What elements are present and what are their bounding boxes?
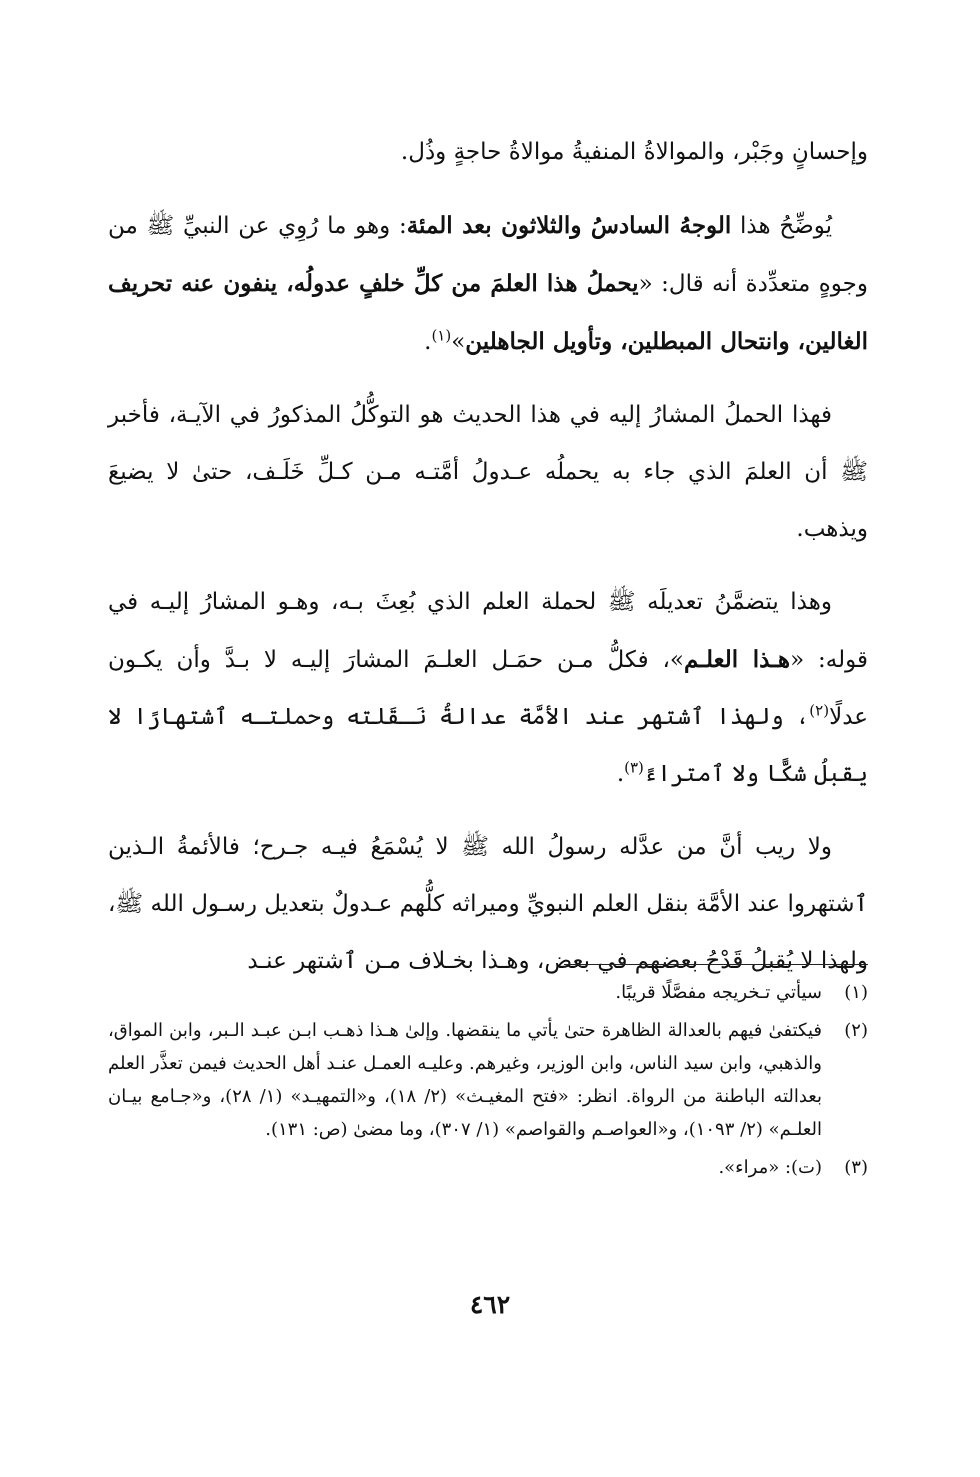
- paragraph-1: [108, 197, 868, 371]
- footnote-number: (١): [844, 982, 868, 1003]
- footnote-ref-2[interactable]: (٢): [809, 701, 830, 720]
- paragraph-3: [108, 574, 868, 803]
- footnote-text: (ت): «مراء».: [718, 1157, 822, 1178]
- paragraph-continuation: وإحسانٍ وجَبْر، والموالاةُ المنفيةُ موالاةُ حاجةٍ وذُل.: [400, 139, 868, 165]
- footnote-number: (٣): [844, 1157, 868, 1178]
- p1-text-5: »: [451, 329, 466, 355]
- p1-text-3: : وهو ما رُوِي عن النبيِّ ﷺ من وجوهٍ متعدِّدة أنه قال: «: [108, 213, 868, 297]
- paragraph-4: ولا ريب أنَّ من عدَّله رسولُ الله ﷺ لا يُسْمَعُ فيـه جـرح؛ فالأئمةُ الـذين ٱشتهروا عند الأمَّة بنقل العلم النبويِّ وميراثه كلُّهم عـدولٌ بتعديل رسـول الله ﷺ، ولهذا لا يُقبلُ قَدْحُ بعضهم في بعض، وهـذا بخـلاف مـن ٱشتهر عنـد: [108, 834, 868, 974]
- footnote-1: [108, 976, 868, 1009]
- p1-hadith-bold: يحملُ هذا العلمَ من كلِّ خلفٍ عدولُه، ينفون عنه تحريف الغالين، وانتحال المبطلين، وتأويل الجاهلين: [108, 270, 868, 355]
- footnotes: [108, 976, 868, 1189]
- p1-text-6: .: [424, 329, 432, 355]
- footnote-ref-3[interactable]: (٣): [624, 758, 644, 777]
- p3-text-1: وهذا يتضمَّنُ تعديلَه ﷺ لحملة العلم الذي بُعِثَ بـه، وهـو المشارُ إليـه في قوله: «: [108, 589, 868, 673]
- footnote-number: (٢): [844, 1020, 868, 1041]
- p3-text-3: »، فكلُّ مـن حمَـل العلـمَ المشارَ إليـه لا بـدَّ وأن يكـون عدلًا: [108, 647, 868, 730]
- paragraph-2: فهذا الحملُ المشارُ إليه في هذا الحديث هو التوكُّلُ المذكورُ في الآيـة، فأخبر ﷺ أن العلمَ الذي جاء به يحملُه عـدولُ أمَّتـه مـن كـلِّ خَلَـف، حتىٰ لا يضيعَ ويذهب.: [108, 402, 868, 542]
- p3-text-5: .: [616, 761, 625, 787]
- footnote-3: [108, 1151, 868, 1184]
- footnote-ref-1[interactable]: (١): [431, 326, 452, 345]
- footnote-text: فيكتفىٰ فيهم بالعدالة الظاهرة حتىٰ يأتي ما ينقضها. وإلىٰ هـذا ذهـب ابـن عبـد الـبر، وابن المواق، والذهبي، وابن سيد الناس، وابن الوزير، وغيرهم. وعليـه العمـل عنـد أهل الحديث فيمن تعذَّر العلم بعدالته الباطنة من الرواة. انظر: «فتح المغيـث» (٢/ ١٨)، و«التمهيـد» (١/ ٢٨)، و«جـامع بيـان العلـم» (٢/ ١٠٩٣)، و«العواصـم والقواصم» (١/ ٣٠٧)، وما مضىٰ (ص: ١٣١).: [108, 1020, 823, 1140]
- p1-heading-bold: الوجهُ السادسُ والثلاثون بعد المئة: [406, 212, 732, 239]
- footnote-separator: [564, 964, 868, 965]
- footnote-2: [108, 1014, 868, 1146]
- p3-quote-bold: هـذا العلـم: [683, 646, 791, 673]
- footnote-text: سيأتي تـخريجه مفصَّلًا قريبًا.: [615, 982, 822, 1003]
- page-number: ٤٦٢: [469, 1290, 511, 1319]
- p3-text-4: ، ولهذا ٱشتهر عند الأمَّة عدالةُ نَـقَلته وحملتـه ٱشتهارًا لا يقبلُ شكًّا ولا ٱمتراءً: [108, 704, 868, 787]
- main-text: [108, 124, 868, 1006]
- p1-text-1: يُوضِّحُ هذا: [731, 213, 833, 239]
